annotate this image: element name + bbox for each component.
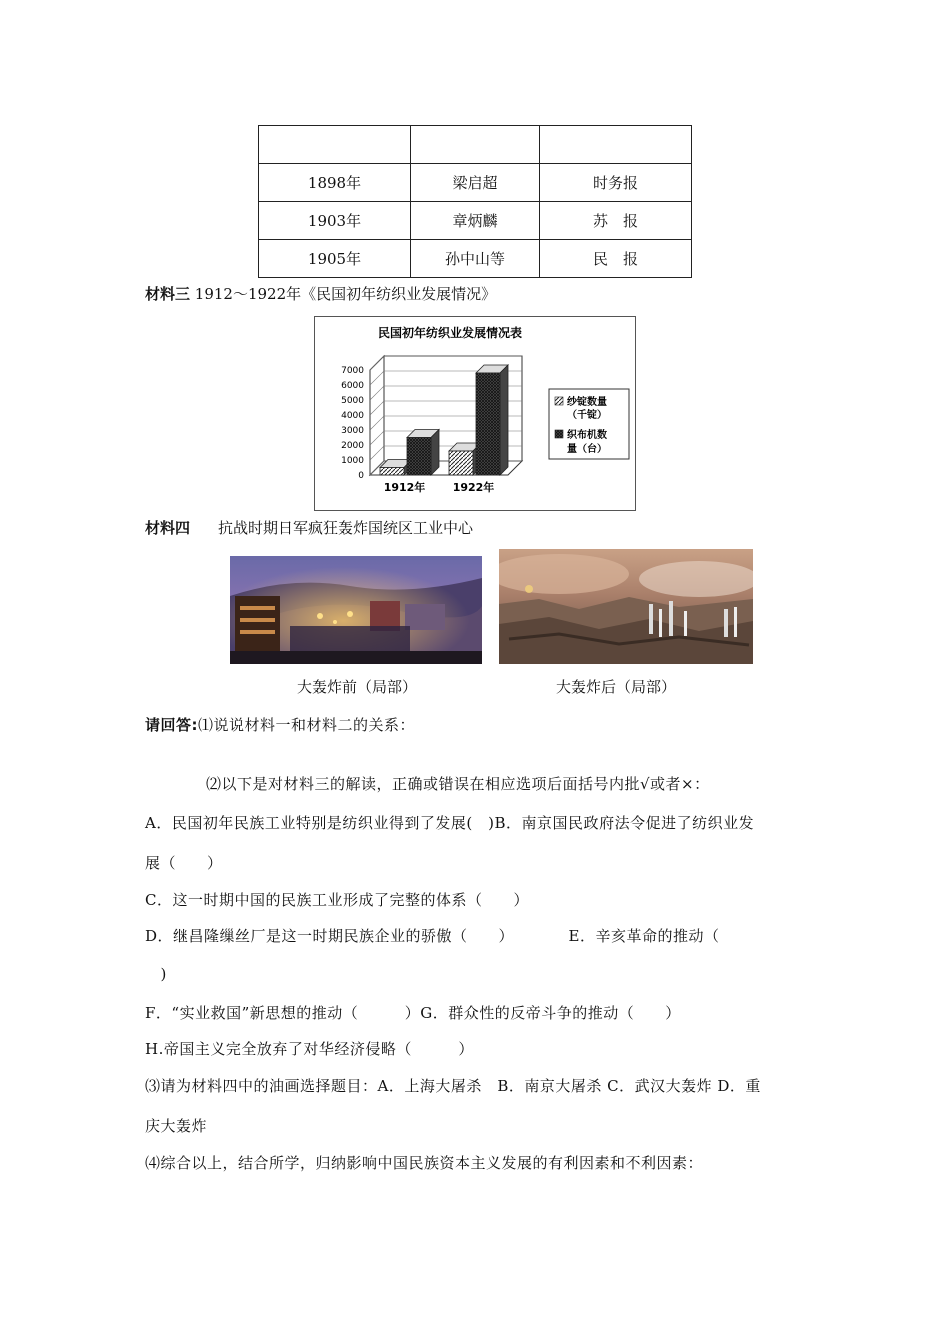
legend-swatch-spindles <box>555 397 563 405</box>
caption-before: 大轰炸前（局部） <box>297 678 418 696</box>
option-f-g: F．“实业救国”新思想的推动（ ）G．群众性的反帝斗争的推动（ ） <box>145 1004 681 1022</box>
table-cell: 孙中山等 <box>411 240 540 278</box>
legend-text: 织布机数 <box>567 430 607 441</box>
painting-before-image <box>230 556 482 664</box>
option-b-continued: 展（ ） <box>145 854 223 872</box>
bar-side <box>500 365 508 475</box>
y-tick-label: 3000 <box>341 426 364 436</box>
legend-text: 纱锭数量 <box>567 397 607 408</box>
option-e-continued: ) <box>145 965 167 983</box>
y-tick-label: 5000 <box>341 396 364 406</box>
material3-heading <box>145 283 496 304</box>
option-h: H.帝国主义完全放弃了对华经济侵略（ ） <box>145 1040 474 1058</box>
chart-svg <box>315 317 635 510</box>
option-c: C．这一时期中国的民族工业形成了完整的体系（ ） <box>145 891 529 909</box>
table-row <box>259 164 692 202</box>
x-axis-labels <box>384 480 495 494</box>
painting-before-bombing <box>230 556 482 664</box>
chart-legend <box>549 389 629 459</box>
x-tick-label: 1912年 <box>383 481 426 494</box>
question-2: ⑵以下是对材料三的解读，正确或错误在相应选项后面括号内批√或者×： <box>206 775 710 793</box>
chart-title: 民国初年纺织业发展情况表 <box>377 326 523 340</box>
table-row <box>259 202 692 240</box>
newspaper-table <box>258 125 692 278</box>
material4-heading <box>145 517 473 538</box>
legend-text: （千锭） <box>567 410 607 421</box>
question-3: ⑶请为材料四中的油画选择题目：A．上海大屠杀 B．南京大屠杀 C．武汉大轰炸 D．重 <box>145 1077 761 1095</box>
side-wall <box>370 356 384 475</box>
painting-after-image <box>499 549 753 664</box>
y-tick-label: 4000 <box>341 411 364 421</box>
question-1-line <box>145 714 415 735</box>
caption-after: 大轰炸后（局部） <box>556 678 677 696</box>
option-d-e: D．继昌隆缫丝厂是这一时期民族企业的骄傲（ ） E．辛亥革命的推动（ <box>145 927 720 945</box>
y-axis-ticks <box>341 366 364 481</box>
bar <box>380 468 404 476</box>
question-4: ⑷综合以上，结合所学，归纳影响中国民族资本主义发展的有利因素和不利因素： <box>145 1154 704 1172</box>
bar <box>449 451 473 475</box>
question-1: ⑴说说材料一和材料二的关系： <box>198 716 416 734</box>
table-cell <box>411 126 540 164</box>
question-3-continued: 庆大轰炸 <box>145 1117 208 1135</box>
y-tick-label: 1000 <box>341 456 364 466</box>
table-row <box>259 240 692 278</box>
bar <box>407 438 431 476</box>
y-tick-label: 6000 <box>341 381 364 391</box>
option-a-b: A．民国初年民族工业特别是纺织业得到了发展( )B．南京国民政府法令促进了纺织业发 <box>145 814 755 832</box>
y-tick-label: 7000 <box>341 366 364 376</box>
x-tick-label: 1922年 <box>452 481 495 494</box>
table-cell: 时务报 <box>540 164 692 202</box>
table-cell: 1905年 <box>259 240 411 278</box>
painting-after-bombing <box>499 549 753 664</box>
textile-chart <box>314 316 636 511</box>
question-label: 请回答: <box>145 716 198 734</box>
table-cell: 民 报 <box>540 240 692 278</box>
table-cell: 1898年 <box>259 164 411 202</box>
material3-label: 材料三 <box>145 285 191 303</box>
y-tick-label: 0 <box>358 471 364 481</box>
material3-text: 1912～1922年《民国初年纺织业发展情况》 <box>190 285 497 303</box>
table-cell <box>540 126 692 164</box>
table-cell: 章炳麟 <box>411 202 540 240</box>
material4-text: 抗战时期日军疯狂轰炸国统区工业中心 <box>218 519 474 537</box>
bar-side <box>431 430 439 476</box>
y-tick-label: 2000 <box>341 441 364 451</box>
bar <box>476 373 500 475</box>
legend-swatch-looms <box>555 430 563 438</box>
material4-label: 材料四 <box>145 519 191 537</box>
table-cell: 1903年 <box>259 202 411 240</box>
table-cell: 梁启超 <box>411 164 540 202</box>
table-header-row <box>259 126 692 164</box>
legend-text: 量（台） <box>567 444 607 455</box>
table-cell: 苏 报 <box>540 202 692 240</box>
table-cell <box>259 126 411 164</box>
